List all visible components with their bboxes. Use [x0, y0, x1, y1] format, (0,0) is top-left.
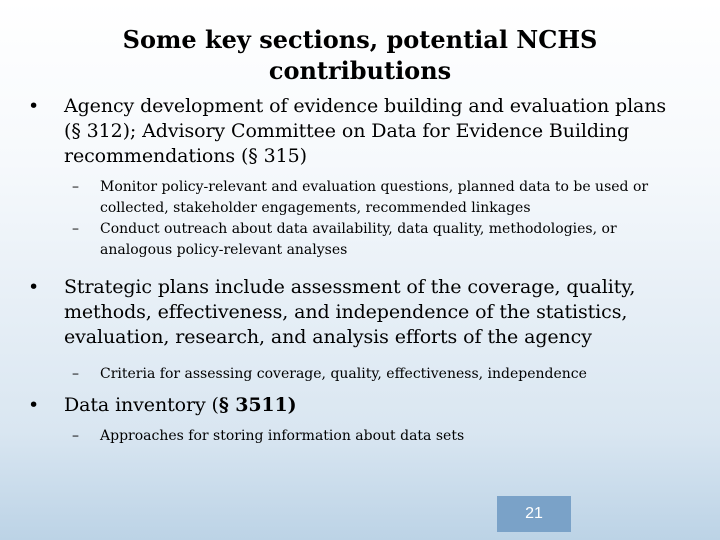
bullet-text — [64, 393, 297, 418]
sub-bullet-item — [72, 177, 686, 219]
slide-body — [26, 94, 686, 447]
slide-title: Some key sections, potential NCHS contributions — [122, 25, 598, 85]
bullet-text-prefix: Data inventory ( — [64, 394, 219, 416]
bullet-item — [26, 393, 686, 418]
bullet-text-bold: § 3511) — [218, 394, 297, 416]
sub-bullet-item — [72, 426, 686, 447]
bullet-dot-icon: • — [28, 95, 40, 117]
bullet-text: Agency development of evidence building and evaluation plans (§ 312); Advisory Committee on Data for Evidence Building recommendations (§ 315) — [64, 95, 667, 167]
bullet-dot-icon: • — [28, 394, 40, 416]
page-number: 21 — [497, 496, 571, 532]
dash-icon: – — [72, 221, 79, 237]
sub-bullet-item — [72, 219, 686, 261]
sub-bullet-text: Conduct outreach about data availability, data quality, methodologies, or analogous policy-relevant analyses — [100, 221, 617, 258]
bullet-dot-icon: • — [28, 276, 40, 298]
dash-icon: – — [72, 366, 79, 382]
bullet-item — [26, 94, 686, 169]
bullet-item — [26, 275, 686, 350]
dash-icon: – — [72, 428, 79, 444]
sub-bullet-item — [72, 364, 686, 385]
bullet-text: Strategic plans include assessment of the coverage, quality, methods, effectiveness, and independence of the statistics, evaluation, research, and analysis efforts of the agency — [64, 276, 636, 348]
sub-bullet-text: Criteria for assessing coverage, quality, effectiveness, independence — [100, 366, 587, 382]
dash-icon: – — [72, 179, 79, 195]
sub-bullet-text: Approaches for storing information about data sets — [100, 428, 465, 444]
sub-bullet-text: Monitor policy-relevant and evaluation questions, planned data to be used or collected, stakeholder engagements, recommended linkages — [100, 179, 649, 216]
